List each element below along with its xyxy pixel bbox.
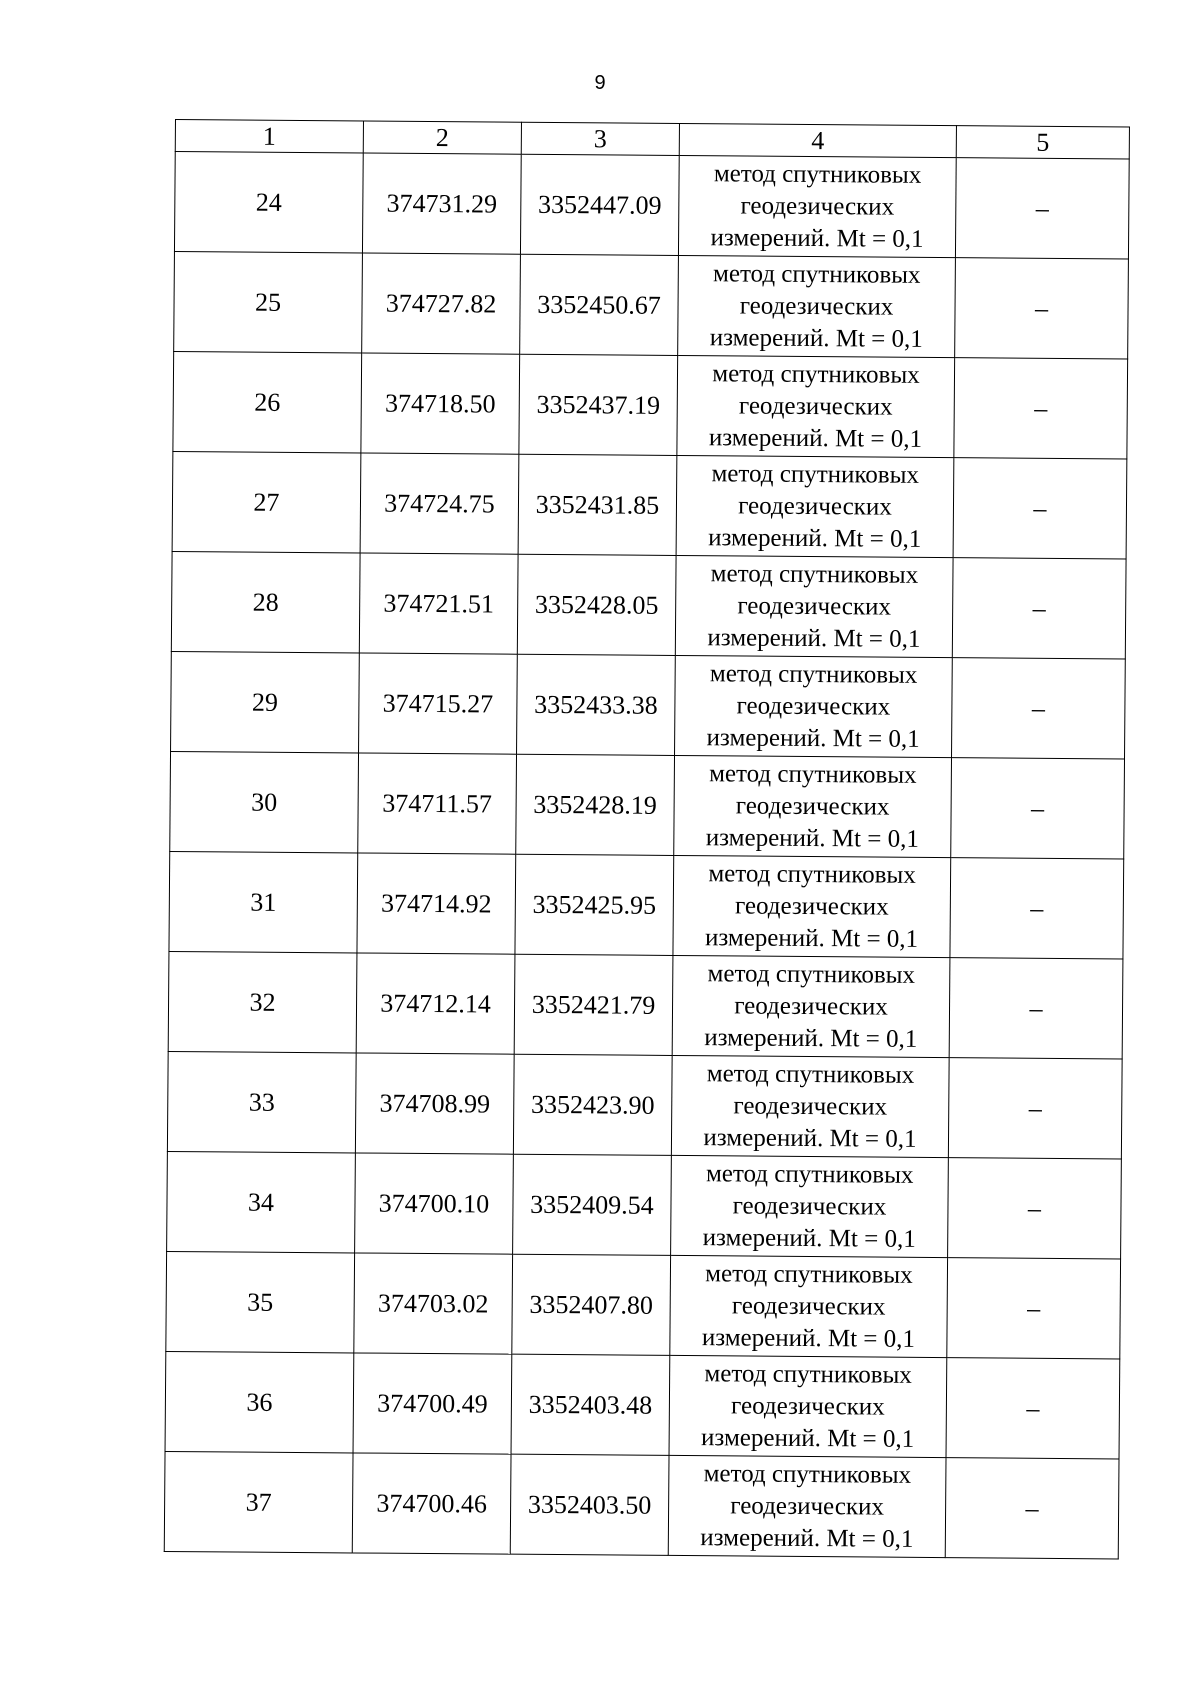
note-cell: –: [954, 358, 1128, 459]
method-line: геодезических: [740, 191, 895, 221]
y-coordinate-cell: 3352425.95: [515, 854, 674, 955]
note-cell: –: [946, 1358, 1120, 1459]
method-cell: [677, 355, 955, 457]
table-row: [164, 1451, 1119, 1558]
method-line: геодезических: [738, 491, 892, 521]
method-line: измерений. Mt = 0,1: [704, 923, 919, 953]
method-line: метод спутниковых: [703, 1459, 912, 1489]
method-line: метод спутниковых: [712, 359, 920, 389]
table-row: [173, 351, 1128, 458]
header-col-1: 1: [175, 120, 363, 153]
table-row: [171, 651, 1126, 758]
method-line: геодезических: [730, 1491, 885, 1521]
y-coordinate-cell: 3352450.67: [520, 254, 679, 355]
note-cell: –: [955, 258, 1129, 359]
method-line: измерений. Mt = 0,1: [701, 1323, 916, 1353]
point-number-cell: 28: [171, 551, 360, 652]
method-cell: [678, 155, 956, 257]
table-body: [164, 152, 1129, 1559]
method-line: метод спутниковых: [709, 759, 917, 789]
method-line: измерений. Mt = 0,1: [708, 423, 923, 453]
note-cell: –: [951, 758, 1125, 859]
method-line: измерений. Mt = 0,1: [704, 1023, 918, 1053]
method-line: геодезических: [732, 1191, 887, 1221]
x-coordinate-cell: 374721.51: [359, 553, 518, 654]
method-line: измерений. Mt = 0,1: [709, 323, 923, 353]
x-coordinate-cell: 374714.92: [357, 853, 516, 954]
y-coordinate-cell: 3352403.50: [510, 1454, 669, 1555]
point-number-cell: 32: [168, 951, 357, 1052]
x-coordinate-cell: 374700.46: [352, 1453, 511, 1554]
y-coordinate-cell: 3352409.54: [513, 1154, 672, 1255]
point-number-cell: 36: [165, 1351, 354, 1452]
method-line: измерений. Mt = 0,1: [710, 223, 924, 253]
method-line: измерений. Mt = 0,1: [700, 1523, 914, 1553]
table-row: [165, 1351, 1120, 1458]
note-cell: –: [952, 658, 1126, 759]
table-row: [172, 451, 1127, 558]
point-number-cell: 30: [170, 751, 359, 852]
method-line: геодезических: [731, 1391, 885, 1421]
method-line: метод спутниковых: [706, 1059, 915, 1089]
method-line: метод спутниковых: [705, 1159, 914, 1189]
method-line: измерений. Mt = 0,1: [706, 723, 920, 753]
point-number-cell: 33: [167, 1051, 356, 1152]
coordinates-table: [164, 119, 1130, 1559]
table-row: [167, 1151, 1122, 1258]
header-col-5: 5: [956, 126, 1129, 159]
note-cell: –: [955, 158, 1129, 259]
point-number-cell: 24: [174, 152, 363, 253]
note-cell: –: [953, 458, 1127, 559]
x-coordinate-cell: 374708.99: [355, 1053, 514, 1154]
method-line: метод спутниковых: [713, 159, 922, 189]
note-cell: –: [949, 958, 1123, 1059]
y-coordinate-cell: 3352437.19: [519, 354, 678, 455]
x-coordinate-cell: 374718.50: [361, 353, 520, 454]
method-line: метод спутниковых: [705, 1259, 913, 1289]
x-coordinate-cell: 374712.14: [356, 953, 515, 1054]
x-coordinate-cell: 374711.57: [358, 753, 517, 854]
method-line: измерений. Mt = 0,1: [708, 523, 922, 553]
method-cell: [675, 655, 953, 757]
method-line: измерений. Mt = 0,1: [705, 823, 920, 853]
table-row: [174, 251, 1129, 358]
method-cell: [668, 1455, 946, 1557]
method-line: геодезических: [737, 591, 892, 621]
method-cell: [670, 1255, 948, 1357]
method-line: метод спутниковых: [710, 559, 919, 589]
header-col-3: 3: [521, 122, 679, 155]
note-cell: –: [950, 858, 1124, 959]
method-line: измерений. Mt = 0,1: [702, 1223, 916, 1253]
method-line: геодезических: [739, 291, 894, 321]
point-number-cell: 29: [171, 651, 360, 752]
method-line: метод спутниковых: [712, 259, 921, 289]
method-line: метод спутниковых: [704, 1359, 912, 1389]
table-row: [168, 951, 1123, 1058]
table-row: [169, 851, 1124, 958]
point-number-cell: 31: [169, 851, 358, 952]
x-coordinate-cell: 374700.10: [355, 1153, 514, 1254]
x-coordinate-cell: 374700.49: [353, 1353, 512, 1454]
method-line: метод спутниковых: [707, 959, 916, 989]
x-coordinate-cell: 374731.29: [362, 153, 521, 254]
page-number: 9: [594, 72, 606, 94]
header-col-2: 2: [363, 121, 521, 154]
method-cell: [672, 955, 950, 1057]
method-line: геодезических: [735, 791, 890, 821]
method-line: геодезических: [738, 391, 893, 421]
point-number-cell: 25: [174, 251, 363, 352]
table-row: [174, 152, 1129, 259]
method-cell: [671, 1055, 949, 1157]
table-row: [170, 751, 1125, 858]
method-cell: [676, 455, 954, 557]
method-line: геодезических: [734, 891, 889, 921]
y-coordinate-cell: 3352428.05: [517, 554, 676, 655]
point-number-cell: 26: [173, 351, 362, 452]
note-cell: –: [948, 1158, 1122, 1259]
method-line: геодезических: [733, 1091, 888, 1121]
method-line: геодезических: [736, 691, 891, 721]
method-cell: [671, 1155, 949, 1257]
method-line: геодезических: [734, 991, 888, 1021]
point-number-cell: 37: [164, 1451, 353, 1552]
y-coordinate-cell: 3352433.38: [517, 654, 676, 755]
x-coordinate-cell: 374715.27: [359, 653, 518, 754]
y-coordinate-cell: 3352428.19: [516, 754, 675, 855]
header-col-4: 4: [679, 123, 956, 157]
x-coordinate-cell: 374724.75: [360, 453, 519, 554]
method-line: измерений. Mt = 0,1: [707, 623, 921, 653]
method-line: геодезических: [731, 1291, 886, 1321]
y-coordinate-cell: 3352407.80: [512, 1254, 671, 1355]
table-row: [166, 1251, 1121, 1358]
table-row: [167, 1051, 1122, 1158]
note-cell: –: [948, 1058, 1122, 1159]
y-coordinate-cell: 3352447.09: [520, 154, 679, 255]
y-coordinate-cell: 3352423.90: [513, 1054, 672, 1155]
method-cell: [675, 555, 953, 657]
method-line: измерений. Mt = 0,1: [703, 1123, 917, 1153]
method-cell: [669, 1355, 947, 1457]
table-row: [171, 551, 1126, 658]
x-coordinate-cell: 374727.82: [362, 253, 521, 354]
note-cell: –: [947, 1258, 1121, 1359]
point-number-cell: 27: [172, 451, 361, 552]
note-cell: –: [945, 1458, 1119, 1559]
method-line: измерений. Mt = 0,1: [701, 1423, 915, 1453]
method-cell: [678, 255, 956, 357]
x-coordinate-cell: 374703.02: [354, 1253, 513, 1354]
note-cell: –: [952, 558, 1126, 659]
method-cell: [674, 755, 952, 857]
method-line: метод спутниковых: [708, 859, 916, 889]
y-coordinate-cell: 3352431.85: [518, 454, 677, 555]
method-cell: [673, 855, 951, 957]
point-number-cell: 34: [167, 1151, 356, 1252]
method-line: метод спутниковых: [711, 459, 920, 489]
point-number-cell: 35: [166, 1251, 355, 1352]
y-coordinate-cell: 3352403.48: [511, 1354, 670, 1455]
method-line: метод спутниковых: [709, 659, 918, 689]
y-coordinate-cell: 3352421.79: [514, 954, 673, 1055]
